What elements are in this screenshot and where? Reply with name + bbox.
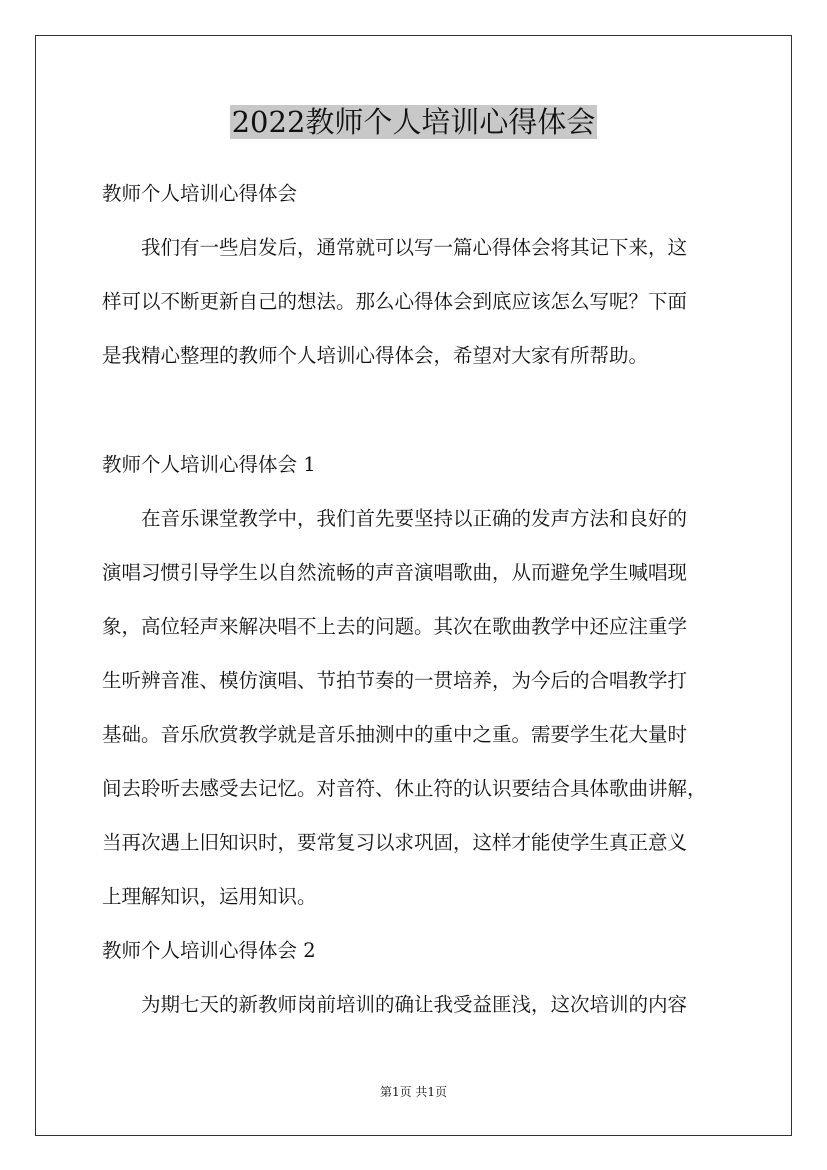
document-title <box>0 100 827 144</box>
paragraph-line: 间去聆听去感受去记忆。对音符、休止符的认识要结合具体歌曲讲解， <box>102 777 707 800</box>
paragraph-line: 生听辨音准、模仿演唱、节拍节奏的一贯培养，为今后的合唱教学打 <box>102 669 688 692</box>
document-title-text: 2022教师个人培训心得体会 <box>231 105 596 139</box>
page-footer: 第1页 共1页 <box>379 1085 448 1099</box>
paragraph-line: 基础。音乐欣赏教学就是音乐抽测中的重中之重。需要学生花大量时 <box>102 723 688 746</box>
paragraph-line: 演唱习惯引导学生以自然流畅的声音演唱歌曲，从而避免学生喊唱现 <box>102 561 688 584</box>
paragraph-line: 在音乐课堂教学中，我们首先要坚持以正确的发声方法和良好的 <box>102 507 688 530</box>
paragraph-line: 为期七天的新教师岗前培训的确让我受益匪浅，这次培训的内容 <box>102 993 688 1016</box>
section-heading: 教师个人培训心得体会 <box>102 182 298 205</box>
paragraph-line: 当再次遇上旧知识时，要常复习以求巩固，这样才能使学生真正意义 <box>102 831 688 854</box>
paragraph-line: 是我精心整理的教师个人培训心得体会，希望对大家有所帮助。 <box>102 344 649 367</box>
section-heading: 教师个人培训心得体会 2 <box>102 939 316 962</box>
section-heading: 教师个人培训心得体会 1 <box>102 453 316 476</box>
paragraph-line: 上理解知识，运用知识。 <box>102 885 317 908</box>
paragraph-line: 我们有一些启发后，通常就可以写一篇心得体会将其记下来，这 <box>102 236 688 259</box>
paragraph-line: 样可以不断更新自己的想法。那么心得体会到底应该怎么写呢？下面 <box>102 290 688 313</box>
paragraph-line: 象，高位轻声来解决唱不上去的问题。其次在歌曲教学中还应注重学 <box>102 615 688 638</box>
